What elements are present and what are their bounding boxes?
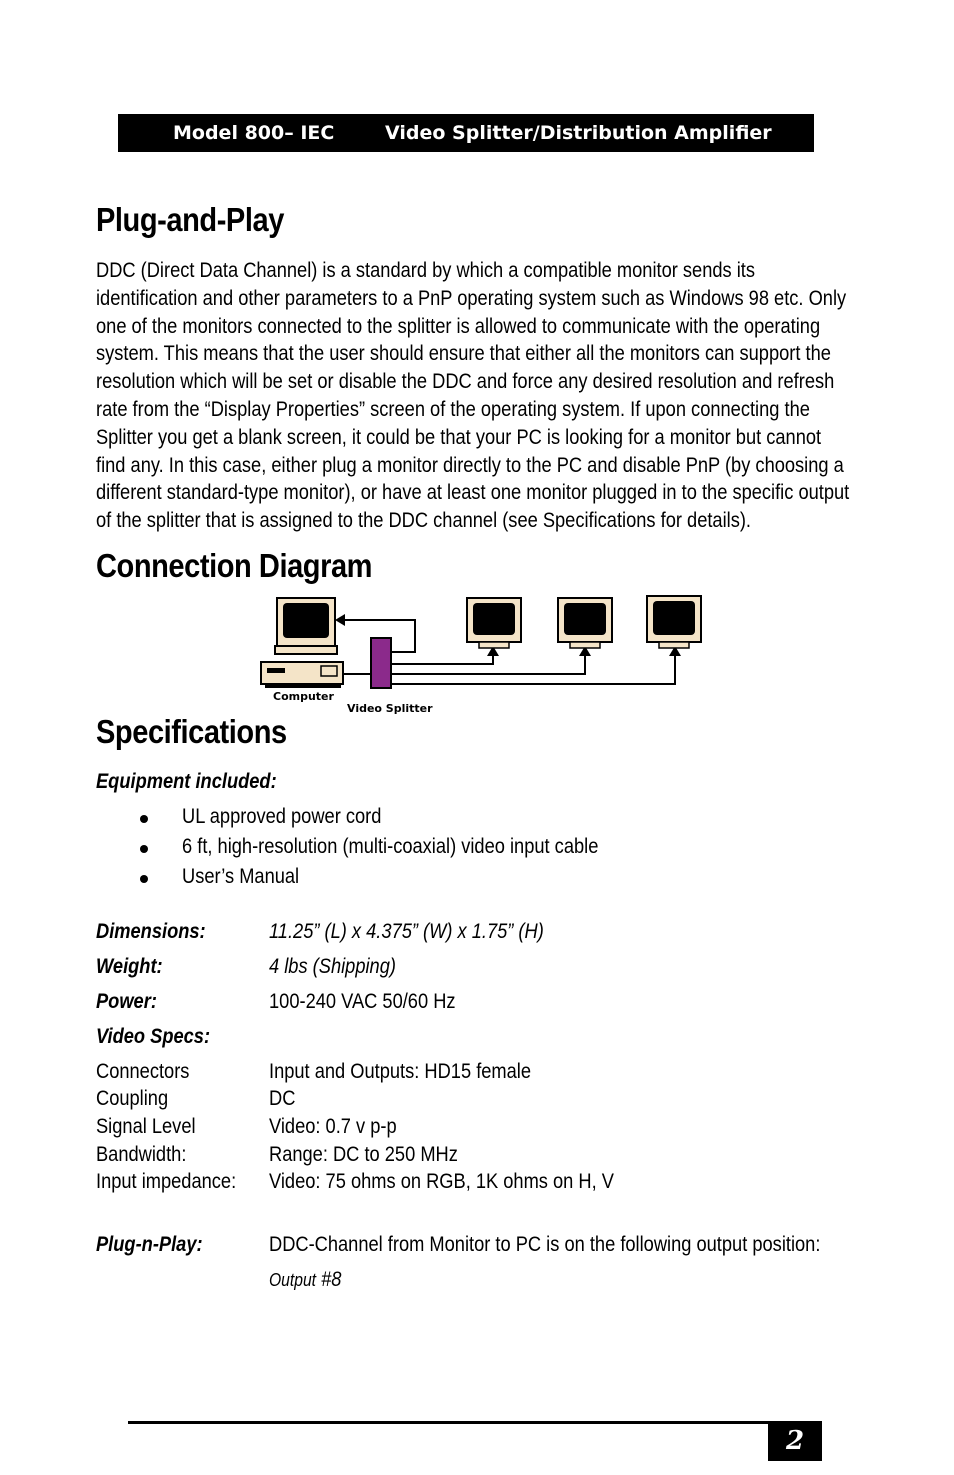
dimensions-label: Dimensions: [96,920,206,943]
video-spec-row-label: Input impedance: [96,1170,237,1193]
video-spec-row-label: Signal Level [96,1115,196,1138]
header-product: Video Splitter/Distribution Amplifier [385,122,772,144]
computer-monitor-icon [275,598,337,654]
plug-n-play-value: DDC-Channel from Monitor to PC is on the following output position: [269,1233,821,1256]
video-spec-row-label: Connectors [96,1060,190,1083]
header-bar [118,114,814,152]
output-number: #8 [321,1268,342,1291]
plug-n-play-label: Plug-n-Play: [96,1233,203,1256]
video-splitter-label: Video Splitter [347,702,433,715]
bullet-icon [140,815,148,823]
equipment-included-label: Equipment included: [96,770,277,793]
output-word: Output [269,1270,317,1290]
output-position [269,1268,352,1292]
video-spec-row-value: Input and Outputs: HD15 female [269,1060,532,1083]
video-spec-row-label: Coupling [96,1087,169,1110]
page-number: 2 [768,1421,822,1461]
plug-and-play-heading: Plug-and-Play [96,201,284,238]
dimensions-value: 11.25” (L) x 4.375” (W) x 1.75” (H) [269,920,544,943]
video-spec-row-value: Range: DC to 250 MHz [269,1143,458,1166]
header-model: Model 800– IEC [173,122,335,144]
footer-rule [128,1421,820,1424]
output-monitor-icon [467,598,521,648]
plug-and-play-paragraph: DDC (Direct Data Channel) is a standard by which a compatible monitor sends its identification and other parameters to a PnP operating system such as Windows 98 etc. Only one of the monitors connected to the splitter is allowed to communicate with the operating system. This means that the user should ensure that either all the monitors can support the resolution which will be set or disable the DDC and force any desired resolution and refresh rate from the “Display Properties” screen of the operating system. If upon connecting the Splitter you get a blank screen, it could be that your PC is looking for a monitor but cannot find any. In this case, either plug a monitor directly to the PC and disable PnP (by choosing a different standard-type monitor), or have at least one monitor plugged in to the specific output of the splitter that is assigned to the DDC channel (see Specifications for details). [96,259,850,533]
power-label: Power: [96,990,157,1013]
connection-diagram-heading: Connection Diagram [96,547,373,584]
video-spec-row-value: Video: 0.7 v p-p [269,1115,397,1138]
bullet-icon [140,845,148,853]
specifications-heading: Specifications [96,713,287,750]
weight-value: 4 lbs (Shipping) [269,955,396,978]
computer-label: Computer [273,690,334,703]
power-value: 100-240 VAC 50/60 Hz [269,990,456,1013]
video-splitter-icon [371,638,391,688]
output-monitor-icon [558,598,612,648]
video-spec-row-value: DC [269,1087,296,1110]
weight-label: Weight: [96,955,163,978]
computer-box-icon [261,662,343,688]
video-spec-row-label: Bandwidth: [96,1143,187,1166]
video-spec-row-value: Video: 75 ohms on RGB, 1K ohms on H, V [269,1170,614,1193]
output-monitor-icon [647,596,701,648]
connection-diagram [255,592,715,725]
bullet-icon [140,875,148,883]
video-specs-label: Video Specs: [96,1025,211,1048]
